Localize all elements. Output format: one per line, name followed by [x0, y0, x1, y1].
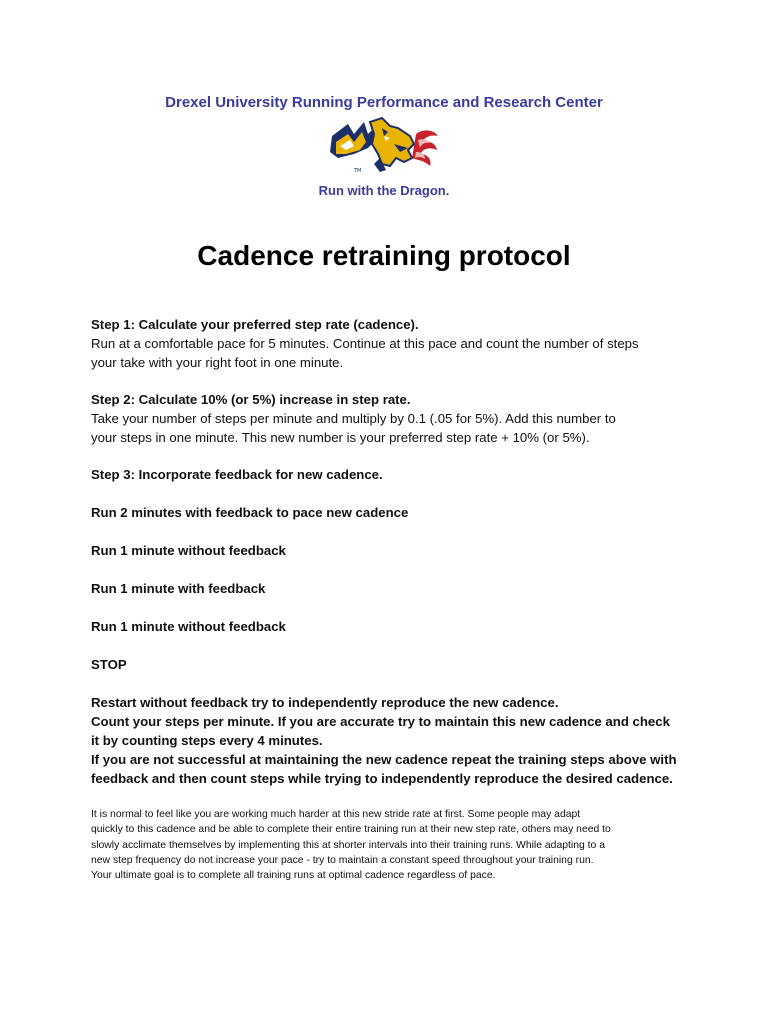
restart-line-1: Restart without feedback try to independently reproduce the new cadence. — [91, 695, 559, 710]
dragon-logo-icon — [324, 114, 442, 178]
restart-line-2: Count your steps per minute. If you are accurate try to maintain this new cadence and check — [91, 714, 670, 729]
note-line-4: new step frequency do not increase your pace - try to maintain a constant speed throughout your training run. — [91, 854, 594, 866]
note-line-1: It is normal to feel like you are working much harder at this new stride rate at first. Some people may adapt — [91, 809, 581, 820]
restart-line-5: feedback and then count steps while trying to independently reproduce the desired cadence. — [91, 771, 673, 786]
header-org-name: Drexel University Running Performance and Research Center — [165, 94, 603, 111]
restart-line-3: it by counting steps every 4 minutes. — [91, 733, 323, 748]
step2-line2: your steps in one minute. This new number is your preferred step rate + 10% (or 5%). — [91, 430, 590, 445]
svg-text:TM: TM — [354, 168, 362, 174]
protocol-body — [91, 315, 691, 788]
tagline: Run with the Dragon. — [318, 183, 450, 198]
run-step-4: Run 1 minute without feedback — [91, 619, 286, 634]
run-step-1: Run 2 minutes with feedback to pace new cadence — [91, 505, 409, 520]
run-step-2: Run 1 minute without feedback — [91, 543, 286, 558]
note-line-2: quickly to this cadence and be able to complete their entire training run at their new step rate, others may need to — [91, 824, 611, 836]
step1-line1: Run at a comfortable pace for 5 minutes. Continue at this pace and count the number of steps — [91, 336, 639, 351]
step1-title: Step 1: Calculate your preferred step rate (cadence). — [91, 317, 419, 332]
run-step-3: Run 1 minute with feedback — [91, 581, 266, 596]
step2-line1: Take your number of steps per minute and multiply by 0.1 (.05 for 5%). Add this number to — [91, 411, 616, 426]
footnote — [91, 807, 691, 883]
page-title: Cadence retraining protocol — [197, 240, 571, 271]
stop-label: STOP — [91, 657, 127, 672]
step2-title: Step 2: Calculate 10% (or 5%) increase in step rate. — [91, 392, 411, 407]
step3-title: Step 3: Incorporate feedback for new cadence. — [91, 467, 383, 482]
step1-line2: your take with your right foot in one minute. — [91, 355, 344, 370]
note-line-3: slowly acclimate themselves by implementing this at shorter intervals into their training runs. While adapting to a — [91, 839, 605, 851]
note-line-5: Your ultimate goal is to complete all training runs at optimal cadence regardless of pace. — [91, 870, 496, 882]
restart-line-4: If you are not successful at maintaining the new cadence repeat the training steps above with — [91, 752, 677, 767]
